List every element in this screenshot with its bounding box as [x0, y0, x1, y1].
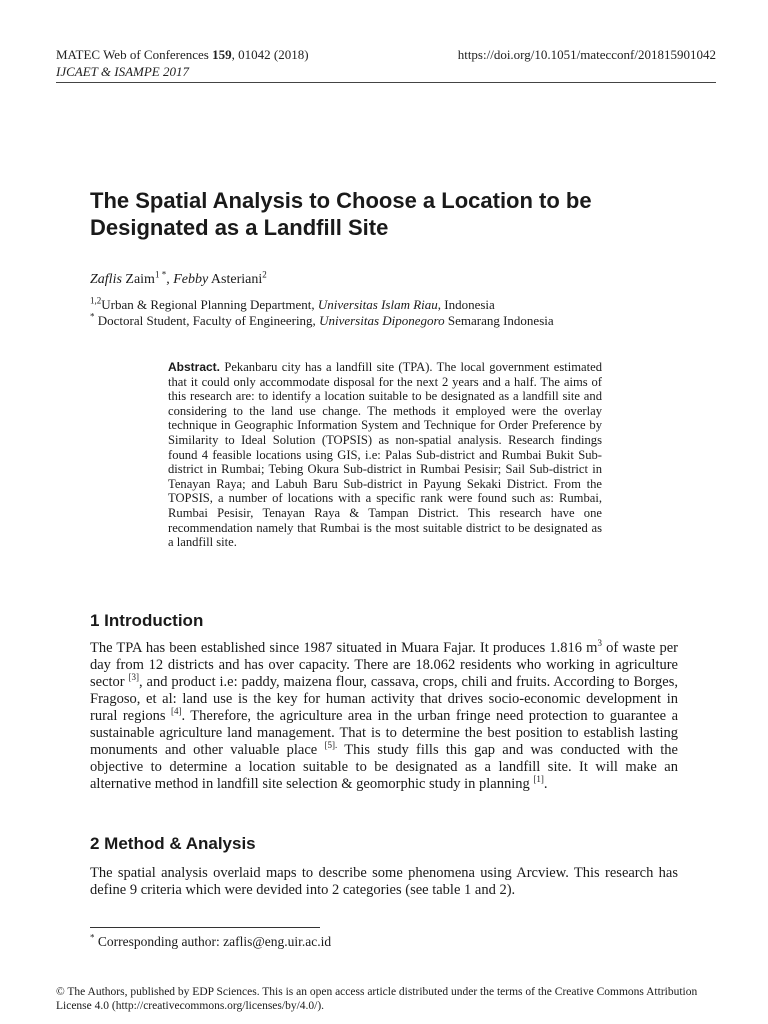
abstract-label: Abstract. [168, 360, 221, 374]
citation-ref-4[interactable]: [4] [170, 706, 182, 717]
corresponding-author: Corresponding author: zaflis@eng.uir.ac.id [94, 934, 332, 949]
affiliation-2-dept: Doctoral Student, Faculty of Engineering, [94, 313, 320, 328]
author-1-last-name: Zaim [121, 272, 155, 287]
citation-ref-3[interactable]: [3] [128, 672, 140, 683]
affiliation-2-location: Semarang Indonesia [444, 313, 554, 328]
author-1-affiliation-mark: 1 * [154, 269, 167, 280]
conference-name: IJCAET & ISAMPE 2017 [56, 64, 189, 79]
author-2-last-name: Asteriani [208, 272, 263, 287]
superscript-cubic: 3 [597, 638, 602, 649]
abstract-text: Pekanbaru city has a landfill site (TPA). The local government estimated that it could only accommodate disposal for the next 2 years and a half. The aims of this research are: to identify a location suitable to be designated as a landfill site and considering to the land use change. The methods it employed were the overlay technique in Geographic Information System and Technique for Order Preference by Similarity to Ideal Solution (TOPSIS) as non-spatial analysis. Research findings found 4 feasible locations using GIS, i.e: Palas Sub-district and Rumbai Bukit Sub-district in Rumbai; Tebing Okura Sub-district in Rumbai Pesisir; Sail Sub-district in Tenayan Raya; and Labuh Baru Sub-district in Payung Sekaki District. From the TOPSIS, a number of locations with a specific rank were found such as: Rumbai, Rumbai Pesisir, Tenayan Raya & Tampan District. This research have one recommendation namely that Rumbai is the most suitable district to be designated as a landfill site. [168, 360, 602, 550]
paper-title: The Spatial Analysis to Choose a Location to be Designated as a Landfill Site [90, 188, 592, 240]
affiliation-1-dept: Urban & Regional Planning Department, [101, 297, 318, 312]
author-list [90, 271, 267, 289]
citation-ref-5[interactable]: [5]. [324, 740, 338, 751]
journal-name: MATEC Web of Conferences [56, 47, 213, 62]
abstract [168, 360, 602, 550]
footnote-mark: * [90, 932, 95, 943]
affiliation-1-institution: Universitas Islam Riau [317, 297, 438, 312]
introduction-paragraph [90, 640, 678, 793]
author-2-first-name: Febby [173, 272, 209, 287]
intro-text-1: The TPA has been established since 1987 situated in Muara Fajar. It produces 1.816 m [90, 640, 598, 656]
section-heading-introduction: 1 Introduction [90, 611, 204, 630]
intro-text-5: This study fills this gap and was conducted with the objective to determine a location suitable to be designated as a landfill site. It will make an alternative method in landfill site selection & geomorphic study in planning [90, 742, 678, 792]
doi-link[interactable]: https://doi.org/10.1051/matecconf/201815901042 [457, 47, 716, 62]
intro-text-2: of waste per day from 12 districts and has over capacity. There are 18.062 residents who working in agriculture sector [90, 640, 678, 690]
affiliation-2-mark: * [90, 311, 95, 322]
affiliation-1 [90, 297, 495, 313]
footnote [90, 934, 331, 950]
author-1-first-name: Zaflis [90, 272, 122, 287]
author-separator: , [166, 272, 174, 287]
author-2-affiliation-mark: 2 [262, 269, 267, 280]
affiliation-1-mark: 1,2 [90, 295, 102, 306]
license-notice: © The Authors, published by EDP Sciences. This is an open access article distributed under the terms of the Creative Commons Attribution License 4.0 (http://creativecommons.org/licenses/by/4.0/). [56, 986, 698, 1012]
footnote-divider [90, 927, 320, 928]
intro-text-3: , and product i.e: paddy, maizena flour, cassava, crops, chili and fruits. According to Borges, Fragoso, et al: land use is the key for human activity that drives socio-economic development in rural regions [90, 674, 678, 724]
method-paragraph: The spatial analysis overlaid maps to describe some phenomena using Arcview. This research has define 9 criteria which were devided into 2 categories (see table 1 and 2). [90, 865, 678, 898]
citation-ref-1[interactable]: [1] [533, 774, 544, 785]
intro-text-6: . [543, 776, 548, 792]
affiliation-2-institution: Universitas Diponegoro [319, 313, 445, 328]
journal-volume: 159 [212, 47, 232, 62]
section-heading-method: 2 Method & Analysis [90, 834, 256, 853]
journal-issue: , 01042 (2018) [231, 47, 309, 62]
affiliation-1-country: , Indonesia [437, 297, 495, 312]
affiliation-2 [90, 313, 554, 329]
header-divider [56, 82, 716, 83]
journal-citation [56, 47, 309, 62]
intro-text-4: . Therefore, the agriculture area in the urban fringe need protection to guarantee a sustainable agriculture land management. That is to determine the best position to establish lasting monuments and other valuable place [90, 708, 678, 758]
